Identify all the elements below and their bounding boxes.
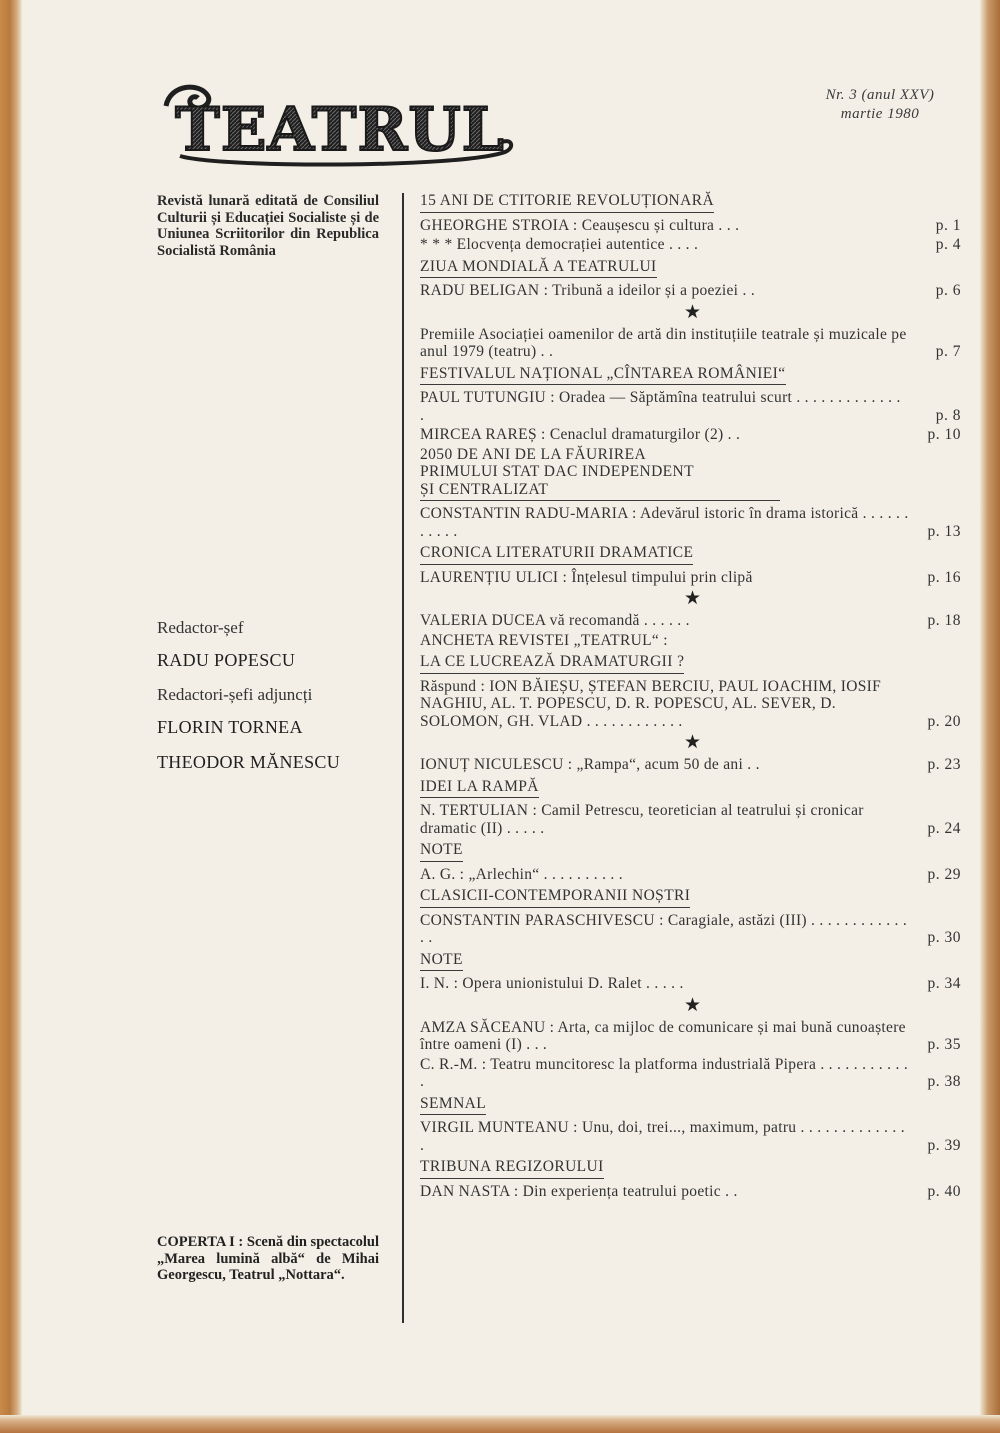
toc-entry[interactable] — [420, 866, 965, 884]
toc-entry-page: p. 10 — [927, 426, 961, 443]
toc-entry[interactable] — [420, 975, 965, 993]
toc-entry-text: I. N. : Opera unionistului D. Ralet . . . . . — [420, 975, 684, 992]
toc-entry[interactable] — [420, 1183, 965, 1201]
toc-entry-text: PAUL TUTUNGIU : Oradea — Săptămîna teatrului scurt . . . . . . . . . . . . . . — [420, 389, 901, 424]
star-separator-icon: ★ — [683, 588, 702, 609]
section-heading: CLASICII-CONTEMPORANII NOȘTRI — [420, 887, 690, 908]
toc-entry-text: CONSTANTIN PARASCHIVESCU : Caragiale, astăzi (III) . . . . . . . . . . . . . . — [420, 911, 908, 946]
toc-entry[interactable] — [420, 326, 965, 361]
toc-entry-page: p. 6 — [935, 282, 961, 299]
toc-entry-page: p. 35 — [927, 1036, 961, 1053]
cover-label: COPERTA I : — [157, 1234, 244, 1250]
section-heading: CRONICA LITERATURII DRAMATICE — [420, 544, 693, 565]
toc-entry-text: MIRCEA RAREȘ : Cenaclul dramaturgilor (2) . . — [420, 426, 741, 443]
toc-entry-text: DAN NASTA : Din experiența teatrului poetic . . — [420, 1182, 738, 1200]
toc-entry-heading — [420, 632, 965, 650]
issue-date: martie 1980 — [840, 106, 920, 122]
toc-entry-page: p. 18 — [927, 612, 961, 629]
toc-entry[interactable] — [420, 678, 965, 731]
star-separator-icon: ★ — [683, 994, 702, 1016]
deputy-editor-1: FLORIN TORNEA — [157, 717, 303, 737]
deputies-role: Redactori-șefi adjuncți — [157, 685, 313, 704]
toc-entry-page: p. 13 — [927, 522, 961, 540]
toc-entry-page: p. 1 — [935, 216, 961, 234]
section-heading: TRIBUNA REGIZORULUI — [420, 1158, 604, 1179]
star-separator-icon: ★ — [683, 301, 702, 323]
toc-entry[interactable] — [420, 612, 965, 630]
toc-entry-text: Răspund : ION BĂIEȘU, ȘTEFAN BERCIU, PAUL IOACHIM, IOSIF NAGHIU, AL. T. POPESCU, D. R. POPESCU, AL. SEVER, D. SOLOMON, GH. VLAD . . . . . . . . . . . . — [420, 677, 882, 730]
toc-entry-page: p. 7 — [935, 343, 961, 360]
toc-entry[interactable] — [420, 569, 965, 587]
toc-entry[interactable] — [420, 505, 965, 540]
masthead-logo — [160, 78, 520, 170]
toc-entry-page: p. 20 — [927, 712, 961, 730]
editor-name: RADU POPESCU — [157, 650, 296, 670]
toc-entry-text: IONUȚ NICULESCU : „Rampa“, acum 50 de ani . . — [420, 756, 760, 773]
section-heading: FESTIVALUL NAȚIONAL „CÎNTAREA ROMÂNIEI“ — [420, 365, 786, 386]
section-heading-line: 2050 DE ANI DE LA FĂURIREA — [420, 445, 647, 463]
section-heading-multiline — [420, 446, 780, 502]
section-heading: NOTE — [420, 951, 463, 972]
toc-entry[interactable] — [420, 426, 965, 444]
toc-entry-page: p. 8 — [935, 406, 961, 424]
masthead-logo-art — [160, 78, 520, 170]
toc-entry-page: p. 34 — [927, 975, 961, 992]
toc-entry-page: p. 16 — [927, 568, 961, 586]
toc-entry[interactable] — [420, 1056, 965, 1091]
column-divider — [402, 193, 404, 1323]
page-bottom-edge — [0, 1415, 1000, 1433]
section-heading-line: PRIMULUI STAT DAC INDEPENDENT — [420, 463, 695, 480]
toc-entry-text: GHEORGHE STROIA : Ceaușescu și cultura . . . — [420, 216, 740, 234]
toc-entry[interactable] — [420, 389, 965, 424]
toc-entry-text: C. R.-M. : Teatru muncitoresc la platforma industrială Pipera . . . . . . . . . . . . — [420, 1055, 908, 1090]
toc-entry[interactable] — [420, 1119, 965, 1154]
toc-entry-text: LAURENȚIU ULICI : Înțelesul timpului prin clipă — [420, 568, 753, 586]
cover-caption — [157, 1234, 379, 1284]
table-of-contents — [420, 190, 965, 1202]
toc-entry-text: * * * Elocvența democrației autentice . . . . — [420, 236, 699, 253]
toc-entry[interactable] — [420, 236, 965, 254]
toc-entry-text: AMZA SĂCEANU : Arta, ca mijloc de comunicare și mai bună cunoaștere între oameni (I) . . . — [420, 1018, 906, 1053]
star-separator-icon: ★ — [683, 732, 702, 753]
toc-entry[interactable] — [420, 1019, 965, 1054]
toc-entry-page: p. 24 — [927, 819, 961, 837]
section-heading: IDEI LA RAMPĂ — [420, 778, 539, 799]
toc-entry-page: p. 4 — [935, 236, 961, 253]
section-heading: LA CE LUCREAZĂ DRAMATURGII ? — [420, 653, 684, 674]
editor-role: Redactor-șef — [157, 618, 244, 637]
issue-info — [790, 86, 970, 124]
section-heading: SEMNAL — [420, 1095, 486, 1116]
toc-entry-text: RADU BELIGAN : Tribună a ideilor și a poeziei . . — [420, 282, 755, 299]
toc-entry-text: N. TERTULIAN : Camil Petrescu, teoretician al teatrului și cronicar dramatic (II) . . . . . — [420, 802, 864, 837]
survey-title: ANCHETA REVISTEI „TEATRUL“ : — [420, 631, 668, 649]
binding-right — [980, 0, 1000, 1433]
toc-entry-page: p. 40 — [927, 1182, 961, 1200]
toc-entry-text: CONSTANTIN RADU-MARIA : Adevărul istoric în drama istorică . . . . . . . . . . . — [420, 505, 909, 540]
toc-entry-page: p. 39 — [927, 1136, 961, 1154]
toc-entry-text: Premiile Asociației oamenilor de artă din instituțiile teatrale și muzicale pe anul 1979 (teatru) . . — [420, 325, 907, 360]
section-heading-line: ȘI CENTRALIZAT — [420, 480, 549, 498]
toc-entry[interactable] — [420, 912, 965, 947]
toc-entry-text: A. G. : „Arlechin“ . . . . . . . . . . — [420, 865, 623, 883]
toc-entry-text: VALERIA DUCEA vă recomandă . . . . . . — [420, 612, 690, 629]
toc-entry-page: p. 38 — [927, 1073, 961, 1090]
toc-entry-text: VIRGIL MUNTEANU : Unu, doi, trei..., maximum, patru . . . . . . . . . . . . . . — [420, 1119, 905, 1154]
section-heading: ZIUA MONDIALĂ A TEATRULUI — [420, 258, 657, 279]
editorial-staff — [157, 618, 397, 787]
deputy-editor-2: THEODOR MĂNESCU — [157, 752, 341, 772]
section-heading: NOTE — [420, 841, 463, 862]
toc-entry[interactable] — [420, 756, 965, 774]
issue-number: Nr. 3 (anul XXV) — [825, 87, 935, 103]
binding-left — [0, 0, 22, 1433]
cover-text: Scenă din spectacolul „Marea lumină albă“ de Mihai Georgescu, Teatrul „Nottara“. — [157, 1234, 380, 1283]
toc-entry[interactable] — [420, 282, 965, 300]
publisher-note: Revistă lunară editată de Consiliul Culturii și Educației Socialiste și de Uniunea Scriitorilor din Republica Socialistă România — [157, 193, 379, 259]
toc-entry-page: p. 30 — [927, 929, 961, 946]
toc-entry-page: p. 23 — [927, 756, 961, 773]
toc-entry[interactable] — [420, 802, 965, 837]
section-heading: 15 ANI DE CTITORIE REVOLUȚIONARĂ — [420, 192, 714, 213]
masthead-title: TEATRUL — [175, 95, 505, 165]
toc-entry[interactable] — [420, 217, 965, 235]
toc-entry-page: p. 29 — [927, 865, 961, 883]
